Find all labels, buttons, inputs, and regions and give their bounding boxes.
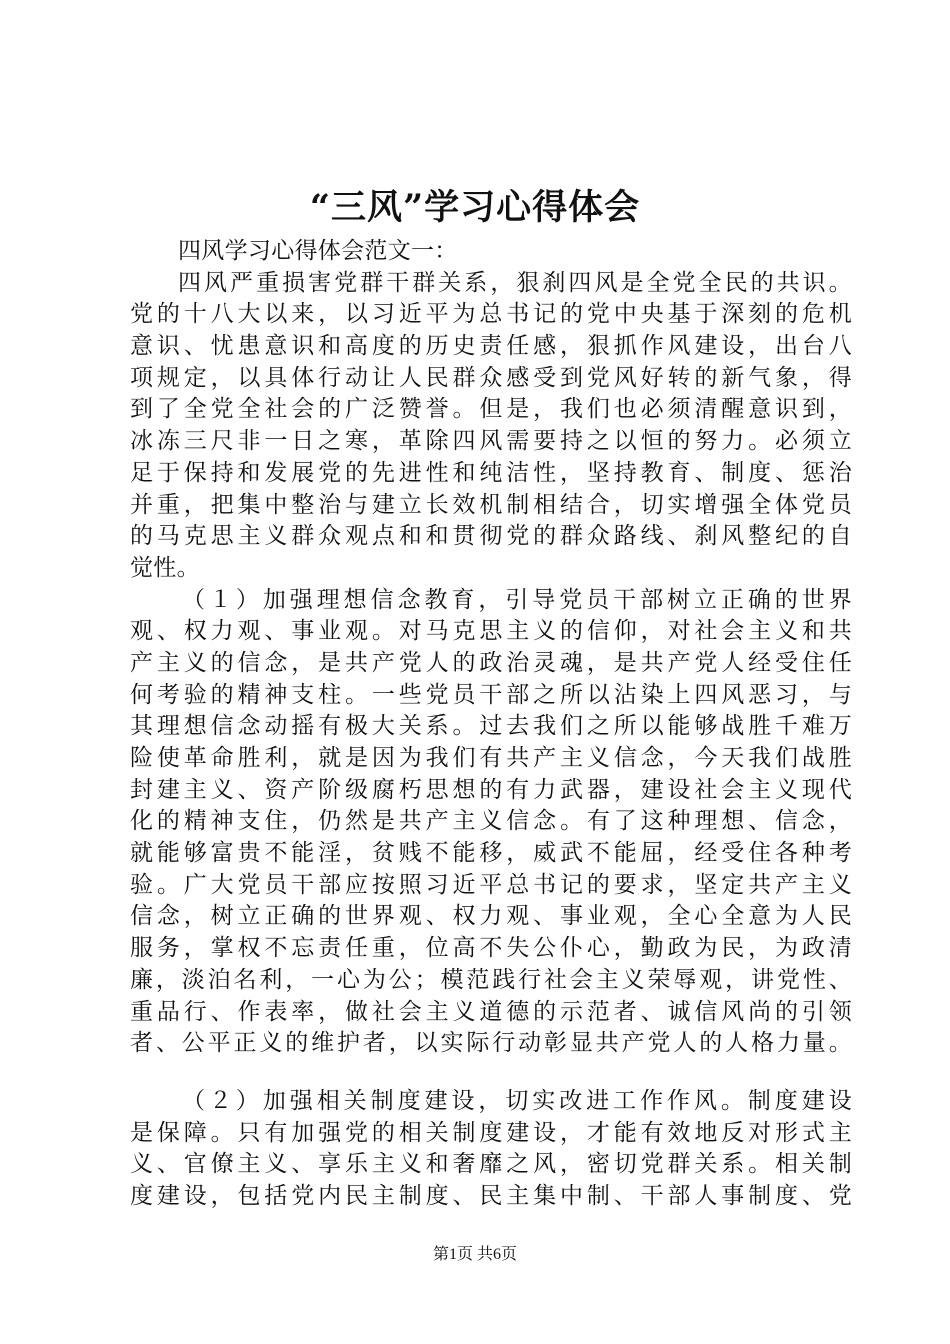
text-line: 者、公平正义的维护者，以实际行动彰显共产党人的人格力量。 <box>130 1030 852 1057</box>
text-line: 党的十八大以来，以习近平为总书记的党中央基于深刻的危机 <box>130 301 852 328</box>
text-line: 冰冻三尺非一日之寒，革除四风需要持之以恒的努力。必须立 <box>130 428 852 455</box>
text-line: 何考验的精神支柱。一些党员干部之所以沾染上四风恶习，与 <box>130 681 852 708</box>
text-line: 度建设，包括党内民主制度、民主集中制、干部人事制度、党 <box>130 1182 852 1209</box>
text-line: 觉性。 <box>130 554 200 581</box>
document-body <box>130 236 852 1213</box>
text-line: 的马克思主义群众观点和和贯彻党的群众路线、刹风整纪的自 <box>130 523 852 550</box>
text-line: 验。广大党员干部应按照习近平总书记的要求，坚定共产主义 <box>130 871 852 898</box>
text-line: 是保障。只有加强党的相关制度建设，才能有效地反对形式主 <box>130 1119 852 1146</box>
text-line: 化的精神支住，仍然是共产主义信念。有了这种理想、信念， <box>130 808 852 835</box>
paragraph-gap <box>130 1060 852 1086</box>
text-line: 信念，树立正确的世界观、权力观、事业观，全心全意为人民 <box>130 903 852 930</box>
text-line: 就能够富贵不能淫，贫贱不能移，威武不能屈，经受住各种考 <box>130 840 852 867</box>
text-line: 足于保持和发展党的先进性和纯洁性，坚持教育、制度、惩治 <box>130 459 852 486</box>
text-line: 封建主义、资产阶级腐朽思想的有力武器，建设社会主义现代 <box>130 776 852 803</box>
text-line: 项规定，以具体行动让人民群众感受到党风好转的新气象，得 <box>130 364 852 391</box>
text-line: （２）加强相关制度建设，切实改进工作作风。制度建设 <box>182 1087 852 1114</box>
text-line: 廉，淡泊名利，一心为公；模范践行社会主义荣辱观，讲党性、 <box>130 966 852 993</box>
paragraph-1 <box>130 268 852 585</box>
page-footer: 第1页 共6页 <box>432 1246 517 1263</box>
paragraph-3 <box>130 1086 852 1213</box>
paragraph-2 <box>130 585 852 1060</box>
text-line: 险使革命胜利，就是因为我们有共产主义信念，今天我们战胜 <box>130 745 852 771</box>
text-line: 义、官僚主义、享乐主义和奢靡之风，密切党群关系。相关制 <box>130 1151 852 1178</box>
text-line: 其理想信念动摇有极大关系。过去我们之所以能够战胜千难万 <box>130 713 852 740</box>
text-line: 到了全党全社会的广泛赞誉。但是，我们也必须清醒意识到， <box>130 396 852 423</box>
intro-line: 四风学习心得体会范文一： <box>178 238 458 264</box>
text-line: 产主义的信念，是共产党人的政治灵魂，是共产党人经受住任 <box>130 649 852 676</box>
text-line: 四风严重损害党群干群关系，狠刹四风是全党全民的共识。 <box>178 269 852 296</box>
document-title: “三风”学习心得体会 <box>309 187 641 228</box>
text-line: 服务，掌权不忘责任重，位高不失公仆心，勤政为民，为政清 <box>130 935 852 962</box>
text-line: （１）加强理想信念教育，引导党员干部树立正确的世界 <box>182 586 852 613</box>
text-line: 重品行、作表率，做社会主义道德的示范者、诚信风尚的引领 <box>130 998 852 1025</box>
text-line: 观、权力观、事业观。对马克思主义的信仰，对社会主义和共 <box>130 618 852 645</box>
text-line: 并重，把集中整治与建立长效机制相结合，切实增强全体党员 <box>130 491 852 518</box>
text-line: 意识、忧患意识和高度的历史责任感，狠抓作风建设，出台八 <box>130 333 852 360</box>
